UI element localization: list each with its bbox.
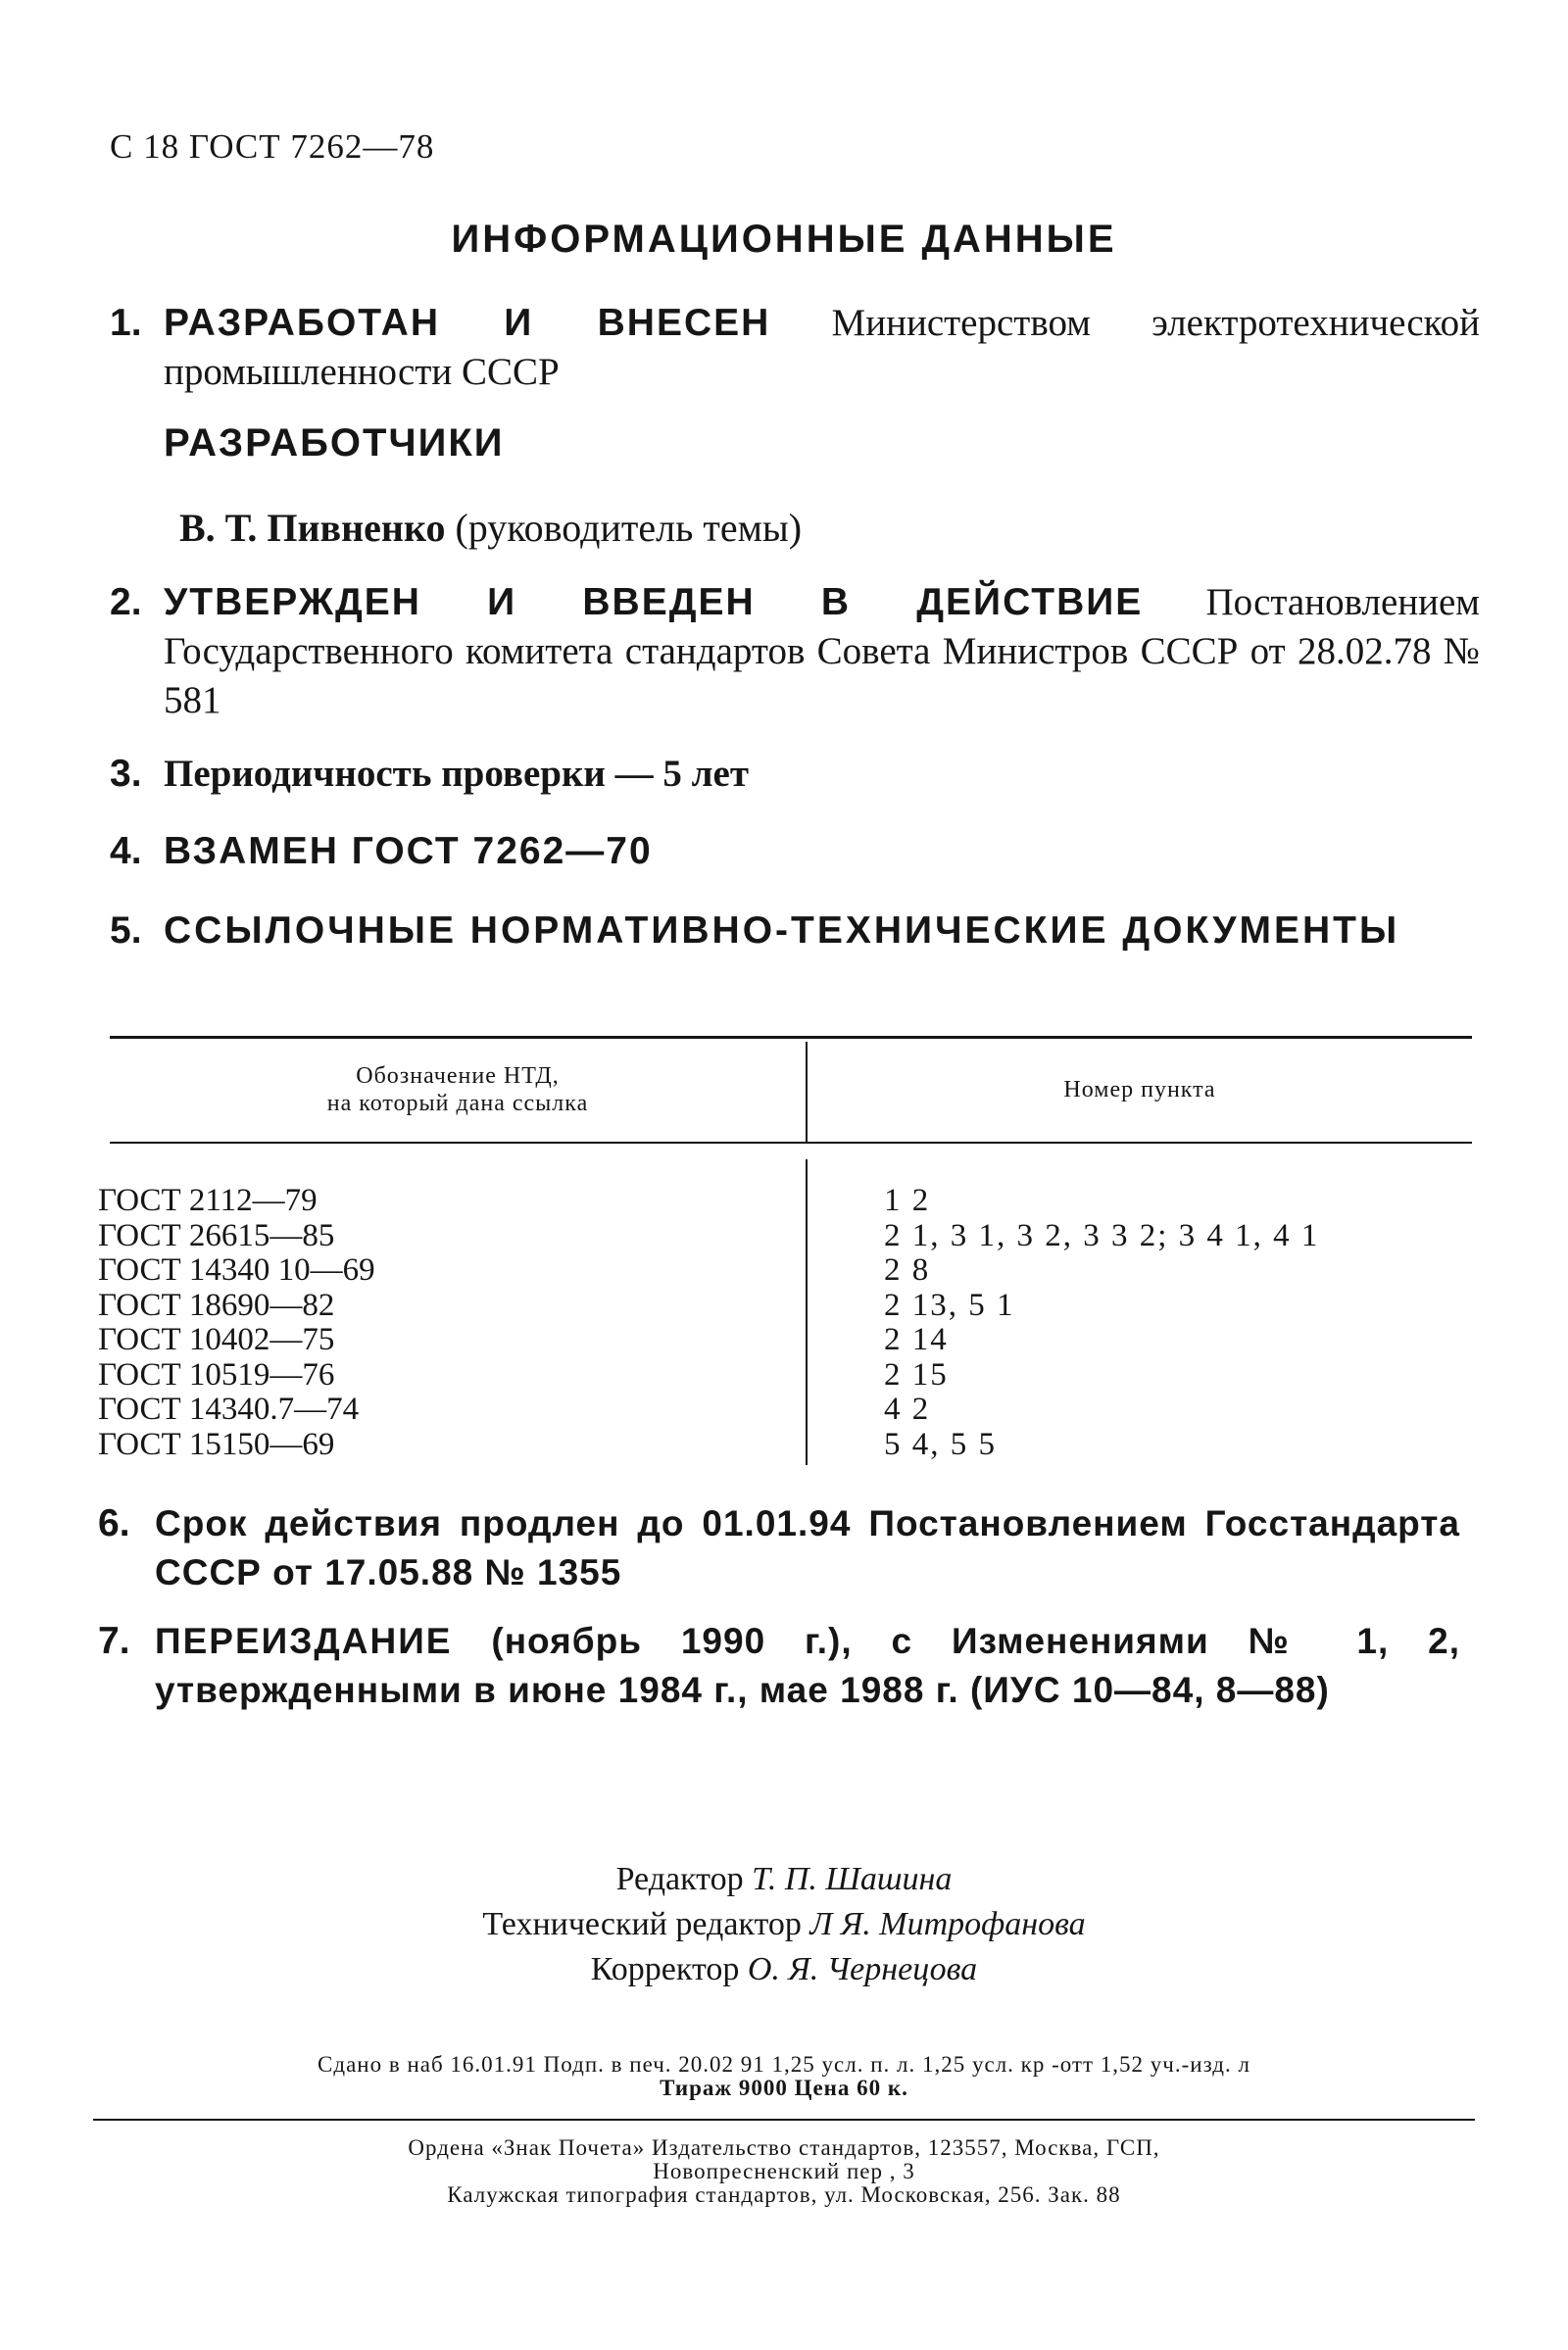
- info-item-1: [110, 299, 1480, 397]
- credit-name: Т. П. Шашина: [752, 1861, 953, 1897]
- item-number: 3.: [110, 753, 142, 795]
- item-number: 6.: [98, 1502, 130, 1544]
- table-clause-column: [884, 1184, 1319, 1462]
- table-cell-clause: 2 15: [884, 1356, 949, 1393]
- print-info-line: Сдано в наб 16.01.91 Подп. в печ. 20.02 91 1,25 усл. п. л. 1,25 усл. кр -отт 1,52 уч.-изд. л: [318, 2052, 1250, 2077]
- table-cell-clause: 4 2: [884, 1392, 931, 1427]
- item-text: Срок действия продлен до 01.01.94 Постановлением Госстандарта СССР от 17.05.88 № 1355: [155, 1503, 1460, 1592]
- item-caption: ССЫЛОЧНЫЕ НОРМАТИВНО-ТЕХНИЧЕСКИЕ ДОКУМЕНТЫ: [164, 909, 1400, 952]
- item-number: 7.: [98, 1620, 130, 1662]
- table-cell-ntd: ГОСТ 2112—79: [98, 1183, 318, 1218]
- item-caption: ВЗАМЕН ГОСТ 7262—70: [164, 830, 653, 872]
- item-text: Постановлением Государственного комитета стандартов Совета Министров СССР от 28.02.78 № 581: [164, 581, 1480, 721]
- credit-role: Технический редактор: [482, 1906, 802, 1942]
- table-cell-clause: 2 1, 3 1, 3 2, 3 3 2; 3 4 1, 4 1: [884, 1217, 1320, 1253]
- developer-line: [179, 505, 802, 551]
- credit-tech-editor: [0, 1902, 1568, 1947]
- credit-name: Л Я. Митрофанова: [809, 1906, 1086, 1942]
- info-item-2: [110, 578, 1480, 725]
- item-number: 1.: [110, 302, 142, 344]
- item-number: 2.: [110, 581, 142, 623]
- info-item-7: [98, 1617, 1460, 1715]
- table-cell-ntd: ГОСТ 10402—75: [98, 1322, 335, 1357]
- page-header: С 18 ГОСТ 7262—78: [110, 127, 435, 166]
- publisher-line: Ордена «Знак Почета» Издательство стандартов, 123557, Москва, ГСП,: [408, 2135, 1160, 2160]
- table-cell-clause: 2 14: [884, 1322, 949, 1357]
- table-cell-ntd: ГОСТ 10519—76: [98, 1356, 335, 1393]
- table-cell-clause: 5 4, 5 5: [884, 1426, 997, 1462]
- table-ntd-column: [98, 1184, 375, 1462]
- table-cell-ntd: ГОСТ 14340 10—69: [98, 1252, 375, 1288]
- table-cell-clause: 2 8: [884, 1252, 931, 1288]
- table-cell-ntd: ГОСТ 18690—82: [98, 1287, 335, 1323]
- developer-role: (руководитель темы): [455, 506, 803, 550]
- item-caption: ПЕРЕИЗДАНИЕ: [155, 1621, 453, 1661]
- developers-heading: РАЗРАБОТЧИКИ: [164, 421, 505, 465]
- item-number: 4.: [110, 830, 142, 872]
- credit-role: Корректор: [590, 1951, 740, 1987]
- credit-proofreader: [0, 1947, 1568, 1992]
- credit-name: О. Я. Чернецова: [747, 1951, 978, 1987]
- table-header-clause: Номер пункта: [1063, 1077, 1216, 1102]
- publisher-line: Калужская типография стандартов, ул. Московская, 256. Зак. 88: [447, 2182, 1121, 2207]
- table-header-ntd: Обозначение НТД, на который дана ссылка: [326, 1063, 589, 1116]
- publisher-info: [0, 2136, 1568, 2207]
- info-item-4: [110, 827, 1480, 876]
- footer-rule: [93, 2119, 1475, 2121]
- item-text: Периодичность проверки — 5 лет: [164, 753, 749, 795]
- credits-block: [0, 1857, 1568, 1992]
- item-text: Министерством электротехнической промышленности СССР: [164, 302, 1481, 393]
- table-body-divider: [806, 1159, 808, 1465]
- table-top-rule: [110, 1036, 1472, 1039]
- print-info: [0, 2053, 1568, 2100]
- table-header-rule: [110, 1142, 1472, 1144]
- info-item-6: [98, 1499, 1460, 1597]
- info-item-3: [110, 750, 1480, 799]
- table-cell-clause: 2 13, 5 1: [884, 1287, 1015, 1323]
- table-cell-ntd: ГОСТ 15150—69: [98, 1426, 335, 1462]
- developer-name: В. Т. Пивненко: [179, 506, 446, 550]
- publisher-line: Новопресненский пер , 3: [653, 2159, 915, 2183]
- table-cell-ntd: ГОСТ 14340.7—74: [98, 1392, 360, 1427]
- print-info-line: Тираж 9000 Цена 60 к.: [660, 2076, 908, 2100]
- item-text: (ноябрь 1990 г.), с Изменениями № 1, 2, утвержденными в июне 1984 г., мае 1988 г. (ИУС 10—84, 8—88): [155, 1621, 1460, 1710]
- info-item-5: [110, 906, 1472, 955]
- table-cell-ntd: ГОСТ 26615—85: [98, 1217, 335, 1253]
- page-title: ИНФОРМАЦИОННЫЕ ДАННЫЕ: [451, 218, 1117, 261]
- credit-editor: [0, 1857, 1568, 1902]
- item-number: 5.: [110, 909, 142, 952]
- table-cell-clause: 1 2: [884, 1183, 931, 1218]
- credit-role: Редактор: [615, 1861, 744, 1897]
- item-caption: РАЗРАБОТАН И ВНЕСЕН: [164, 302, 771, 344]
- item-caption: УТВЕРЖДЕН И ВВЕДЕН В ДЕЙСТВИЕ: [164, 581, 1144, 623]
